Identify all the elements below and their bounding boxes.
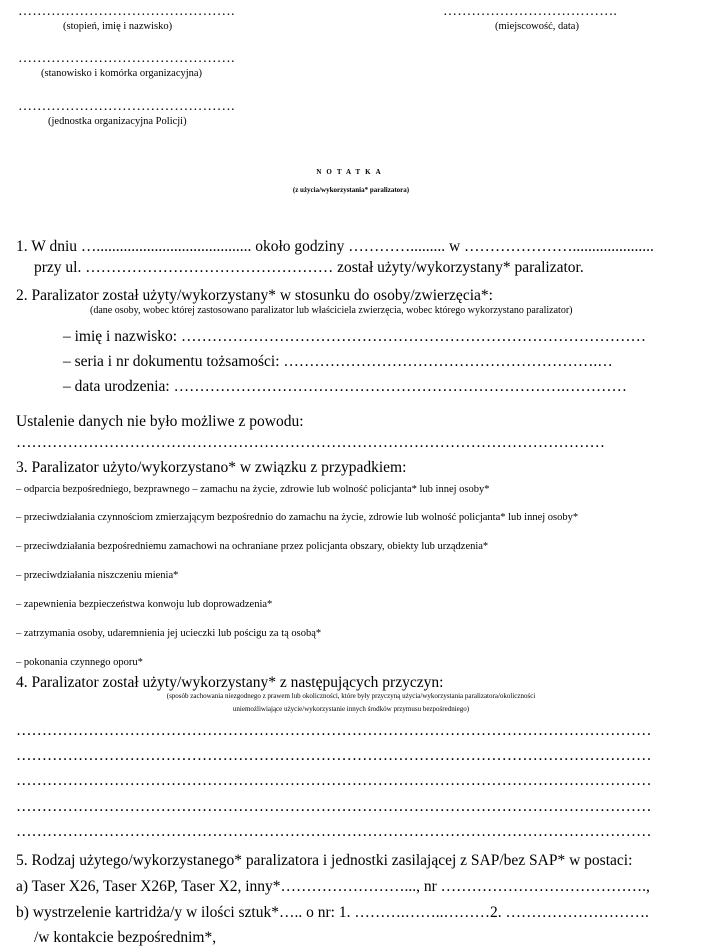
case-option-5: – zapewnienia bezpieczeństwa konwoju lub doprowadzenia* xyxy=(16,599,273,610)
section3-heading: 3. Paralizator użyto/wykorzystano* w związku z przypadkiem: xyxy=(16,459,407,476)
birth-date-line: – data urodzenia: ………………………………………………………………….………… xyxy=(63,378,627,395)
case-option-3: – przeciwdziałania bezpośredniemu zamachowi na ochraniane przez policjanta obszary, obiekty lub urządzenia* xyxy=(16,541,489,552)
position-caption: (stanowisko i komórka organizacyjna) xyxy=(41,68,203,79)
section1-line2: przy ul. ………………………………………… został użyty/wykorzystany* paralizator. xyxy=(34,259,584,276)
page-subtitle: (z użycia/wykorzystania* paralizatora) xyxy=(292,186,410,194)
section4-note-2: uniemożliwiające użycie/wykorzystanie innych środków przymusu bezpośredniego) xyxy=(232,705,470,713)
case-option-2: – przeciwdziałania czynnościom zmierzającym bezpośrednio do zamachu na życie, zdrowie lub wolność policjanta* lub innej osoby* xyxy=(16,512,579,523)
unit-caption: (jednostka organizacyjna Policji) xyxy=(48,116,187,127)
section5-b: b) wystrzelenie kartridża/y w ilości sztuk*….. o nr: 1. ……….……..………2. ………………………. xyxy=(16,904,649,921)
section5-heading: 5. Rodzaj użytego/wykorzystanego* paralizatora i jednostki zasilającej z SAP/bez SAP* w postaci: xyxy=(16,852,633,869)
name-caption: (stopień, imię i nazwisko) xyxy=(63,21,173,32)
name-line: – imię i nazwisko: ……………………………………………………………………………… xyxy=(63,328,646,345)
section4-note-1: (sposób zachowania niezgodnego z prawem lub okoliczności, które były przyczyną użycia/wykorzystania paralizatora/okoliczności xyxy=(166,692,536,700)
reason-label: Ustalenie danych nie było możliwe z powodu: xyxy=(16,413,304,430)
page-title: NOTATKA xyxy=(316,168,386,176)
position-dots: ………………………………………. xyxy=(18,51,235,66)
reason-line-1: …………………………………………………………………………………………………………… xyxy=(16,722,652,739)
section1-line1: 1. W dniu …........................................ około godziny …………......... w …………………..................... xyxy=(16,238,654,255)
reason-line-5: …………………………………………………………………………………………………………… xyxy=(16,823,652,840)
case-option-1: – odparcia bezpośredniego, bezprawnego – zamachu na życie, zdrowie lub wolność policjanta* lub innej osoby* xyxy=(16,484,490,495)
section2-note: (dane osoby, wobec której zastosowano paralizator lub właściciela zwierzęcia, wobec którego wykorzystano paralizator) xyxy=(90,305,573,316)
reason-line-3: …………………………………………………………………………………………………………… xyxy=(16,772,652,789)
reason-dots: …………………………………………………………………………………………………… xyxy=(16,434,605,451)
unit-dots: ………………………………………. xyxy=(18,99,235,114)
place-dots: ………………………………. xyxy=(443,4,618,19)
case-option-7: – pokonania czynnego oporu* xyxy=(16,657,143,668)
document-line: – seria i nr dokumentu tożsamości: …………………………………………………….… xyxy=(63,353,613,370)
section5-a: a) Taser X26, Taser X26P, Taser X2, inny*……………………..., nr …………………………………., xyxy=(16,878,650,895)
section5-c: /w kontakcie bezpośrednim*, xyxy=(34,929,217,946)
section2-heading: 2. Paralizator został użyty/wykorzystany* w stosunku do osoby/zwierzęcia*: xyxy=(16,287,493,304)
place-caption: (miejscowość, data) xyxy=(495,21,579,32)
case-option-4: – przeciwdziałania niszczeniu mienia* xyxy=(16,570,179,581)
case-option-6: – zatrzymania osoby, udaremnienia jej ucieczki lub pościgu za tą osobą* xyxy=(16,628,322,639)
reason-line-4: …………………………………………………………………………………………………………… xyxy=(16,798,652,815)
name-dots: ………………………………………. xyxy=(18,4,235,19)
reason-line-2: …………………………………………………………………………………………………………… xyxy=(16,747,652,764)
section4-heading: 4. Paralizator został użyty/wykorzystany* z następujących przyczyn: xyxy=(16,674,444,691)
